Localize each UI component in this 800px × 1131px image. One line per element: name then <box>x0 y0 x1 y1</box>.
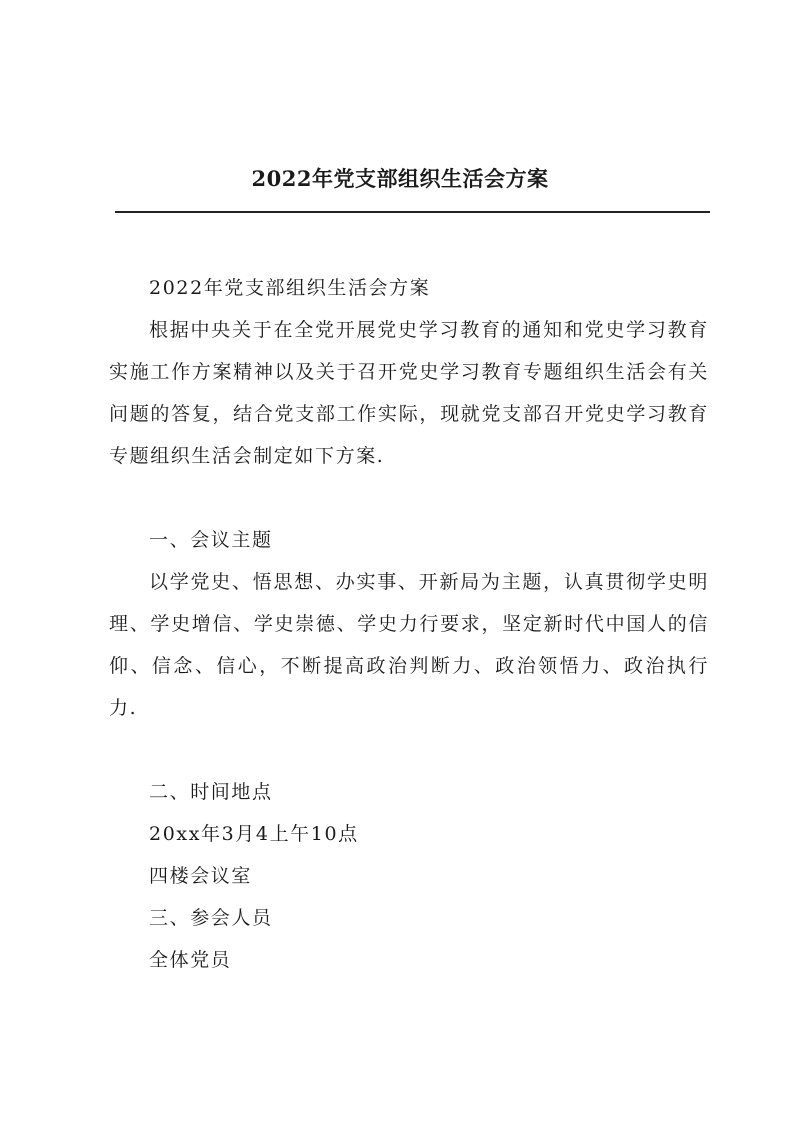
document-body <box>109 267 709 981</box>
meeting-time: 20xx年3月4上午10点 <box>149 823 359 845</box>
attendees-text: 全体党员 <box>149 949 232 971</box>
paragraph-spacer <box>109 477 709 519</box>
section-heading-time-place: 二、时间地点 <box>149 781 273 803</box>
section-heading-attendees: 三、参会人员 <box>149 907 273 929</box>
title-divider <box>115 211 710 213</box>
topic-paragraph: 以学党史、悟思想、办实事、开新局为主题，认真贯彻学史明理、学史增信、学史崇德、学史力行要求，坚定新时代中国人的信仰、信念、信心，不断提高政治判断力、政治领悟力、政治执行力. <box>109 571 709 719</box>
intro-paragraph: 根据中央关于在全党开展党史学习教育的通知和党史学习教育实施工作方案精神以及关于召开党史学习教育专题组织生活会有关问题的答复，结合党支部工作实际，现就党支部召开党史学习教育专题组织生活会制定如下方案. <box>109 319 709 467</box>
document-subtitle: 2022年党支部组织生活会方案 <box>149 277 431 299</box>
document-title: 2022年党支部组织生活会方案 <box>251 166 549 191</box>
meeting-place: 四楼会议室 <box>149 865 253 887</box>
paragraph-spacer <box>109 729 709 771</box>
section-heading-topic: 一、会议主题 <box>149 529 273 551</box>
